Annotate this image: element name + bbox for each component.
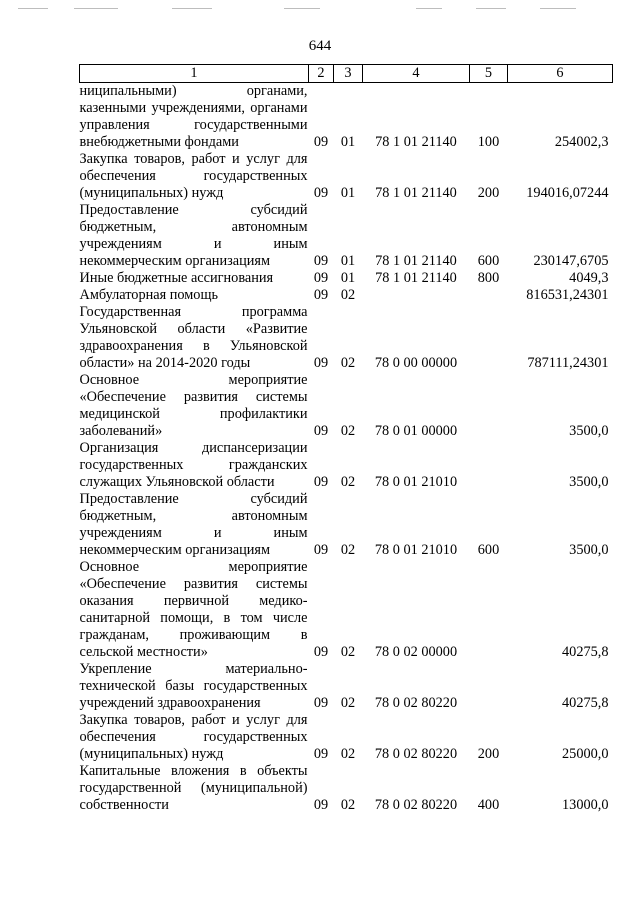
table-row <box>80 372 613 440</box>
expense-type-code <box>470 304 508 372</box>
expense-type-code: 800 <box>477 270 500 286</box>
expense-type-code <box>470 287 508 304</box>
header-col-1: 1 <box>80 65 309 83</box>
amount: 230147,6705 <box>533 253 609 269</box>
budget-table <box>79 64 613 814</box>
item-name: Капитальные вложения в объекты государственной (муниципальной) собственности <box>79 763 308 813</box>
subsection-code: 02 <box>340 644 356 660</box>
expense-type-code: 600 <box>477 542 500 558</box>
target-article-code: 78 0 02 80220 <box>374 695 458 711</box>
expense-type-code <box>470 440 508 491</box>
amount: 194016,07244 <box>526 185 609 201</box>
item-name: Закупка товаров, работ и услуг для обеспечения государственных (муниципальных) нужд <box>79 151 308 201</box>
amount: 25000,0 <box>562 746 609 762</box>
target-article-code: 78 0 01 21010 <box>374 542 458 558</box>
target-article-code: 78 0 02 00000 <box>374 644 458 660</box>
expense-type-code: 200 <box>477 185 500 201</box>
section-code: 09 <box>313 270 329 286</box>
item-name: Укрепление материально-технической базы государственных учреждений здравоохранения <box>79 661 308 711</box>
target-article-code <box>363 287 470 304</box>
item-name: Государственная программа Ульяновской области «Развитие здравоохранения в Ульяновской области» на 2014-2020 годы <box>79 304 308 371</box>
table-row <box>80 559 613 661</box>
subsection-code: 02 <box>340 542 356 558</box>
page-number: 644 <box>308 38 332 54</box>
amount: 40275,8 <box>562 695 609 711</box>
target-article-code: 78 0 01 21010 <box>374 474 458 490</box>
target-article-code: 78 1 01 21140 <box>375 253 457 269</box>
subsection-code: 02 <box>340 695 356 711</box>
amount: 254002,3 <box>554 134 609 150</box>
amount: 787111,24301 <box>527 355 609 371</box>
expense-type-code: 400 <box>477 797 500 813</box>
subsection-code: 01 <box>340 134 356 150</box>
amount: 40275,8 <box>562 644 609 660</box>
expense-type-code <box>470 372 508 440</box>
subsection-code: 02 <box>340 423 356 439</box>
section-code: 09 <box>313 423 329 439</box>
section-code: 09 <box>313 355 329 371</box>
section-code: 09 <box>313 287 329 303</box>
table-row <box>80 151 613 202</box>
subsection-code: 01 <box>340 270 356 286</box>
table-row <box>80 763 613 814</box>
amount: 3500,0 <box>569 423 609 439</box>
table-row <box>80 304 613 372</box>
subsection-code: 02 <box>340 474 356 490</box>
table-row <box>80 712 613 763</box>
section-code: 09 <box>313 542 329 558</box>
table-row <box>80 270 613 287</box>
scan-top-marks <box>0 8 640 14</box>
target-article-code: 78 0 01 00000 <box>374 423 458 439</box>
expense-type-code <box>470 559 508 661</box>
expense-type-code <box>470 661 508 712</box>
target-article-code: 78 0 00 00000 <box>374 355 458 371</box>
table-row <box>80 202 613 270</box>
table-header-row <box>80 65 613 83</box>
section-code: 09 <box>313 644 329 660</box>
item-name: Амбулаторная помощь <box>79 287 218 303</box>
table-row <box>80 661 613 712</box>
subsection-code: 01 <box>340 253 356 269</box>
target-article-code: 78 1 01 21140 <box>375 134 457 150</box>
section-code: 09 <box>313 474 329 490</box>
amount: 4049,3 <box>569 270 609 286</box>
header-col-3: 3 <box>334 65 363 83</box>
item-name: Закупка товаров, работ и услуг для обеспечения государственных (муниципальных) нужд <box>79 712 308 762</box>
subsection-code: 02 <box>340 797 356 813</box>
item-name: Предоставление субсидий бюджетным, автономным учреждениям и иным некоммерческим организациям <box>79 202 308 269</box>
header-col-6: 6 <box>508 65 613 83</box>
item-name: Иные бюджетные ассигнования <box>79 270 274 286</box>
expense-type-code: 100 <box>477 134 500 150</box>
subsection-code: 02 <box>340 355 356 371</box>
section-code: 09 <box>313 746 329 762</box>
amount: 13000,0 <box>562 797 609 813</box>
header-col-5: 5 <box>470 65 508 83</box>
expense-type-code: 200 <box>477 746 500 762</box>
item-name: Основное мероприятие «Обеспечение развития системы оказания первичной медико-санитарной помощи, в том числе гражданам, проживающим в сельской местности» <box>79 559 308 660</box>
section-code: 09 <box>313 797 329 813</box>
subsection-code: 02 <box>340 287 356 303</box>
item-name: Организация диспансеризации государственных гражданских служащих Ульяновской области <box>79 440 308 490</box>
target-article-code: 78 0 02 80220 <box>374 746 458 762</box>
target-article-code: 78 0 02 80220 <box>374 797 458 813</box>
table-row <box>80 287 613 304</box>
table-row <box>80 491 613 559</box>
target-article-code: 78 1 01 21140 <box>375 185 457 201</box>
section-code: 09 <box>313 185 329 201</box>
item-name: ниципальными) органами, казенными учреждениями, органами управления государственными внебюджетными фондами <box>79 83 308 150</box>
table-row <box>80 440 613 491</box>
table-row <box>80 83 613 152</box>
amount: 816531,24301 <box>526 287 609 303</box>
item-name: Основное мероприятие «Обеспечение развития системы медицинской профилактики заболеваний» <box>79 372 308 439</box>
section-code: 09 <box>313 134 329 150</box>
section-code: 09 <box>313 695 329 711</box>
target-article-code: 78 1 01 21140 <box>375 270 457 286</box>
subsection-code: 01 <box>340 185 356 201</box>
amount: 3500,0 <box>569 542 609 558</box>
header-col-4: 4 <box>363 65 470 83</box>
section-code: 09 <box>313 253 329 269</box>
item-name: Предоставление субсидий бюджетным, автономным учреждениям и иным некоммерческим организациям <box>79 491 308 558</box>
amount: 3500,0 <box>569 474 609 490</box>
expense-type-code: 600 <box>477 253 500 269</box>
header-col-2: 2 <box>309 65 334 83</box>
subsection-code: 02 <box>340 746 356 762</box>
